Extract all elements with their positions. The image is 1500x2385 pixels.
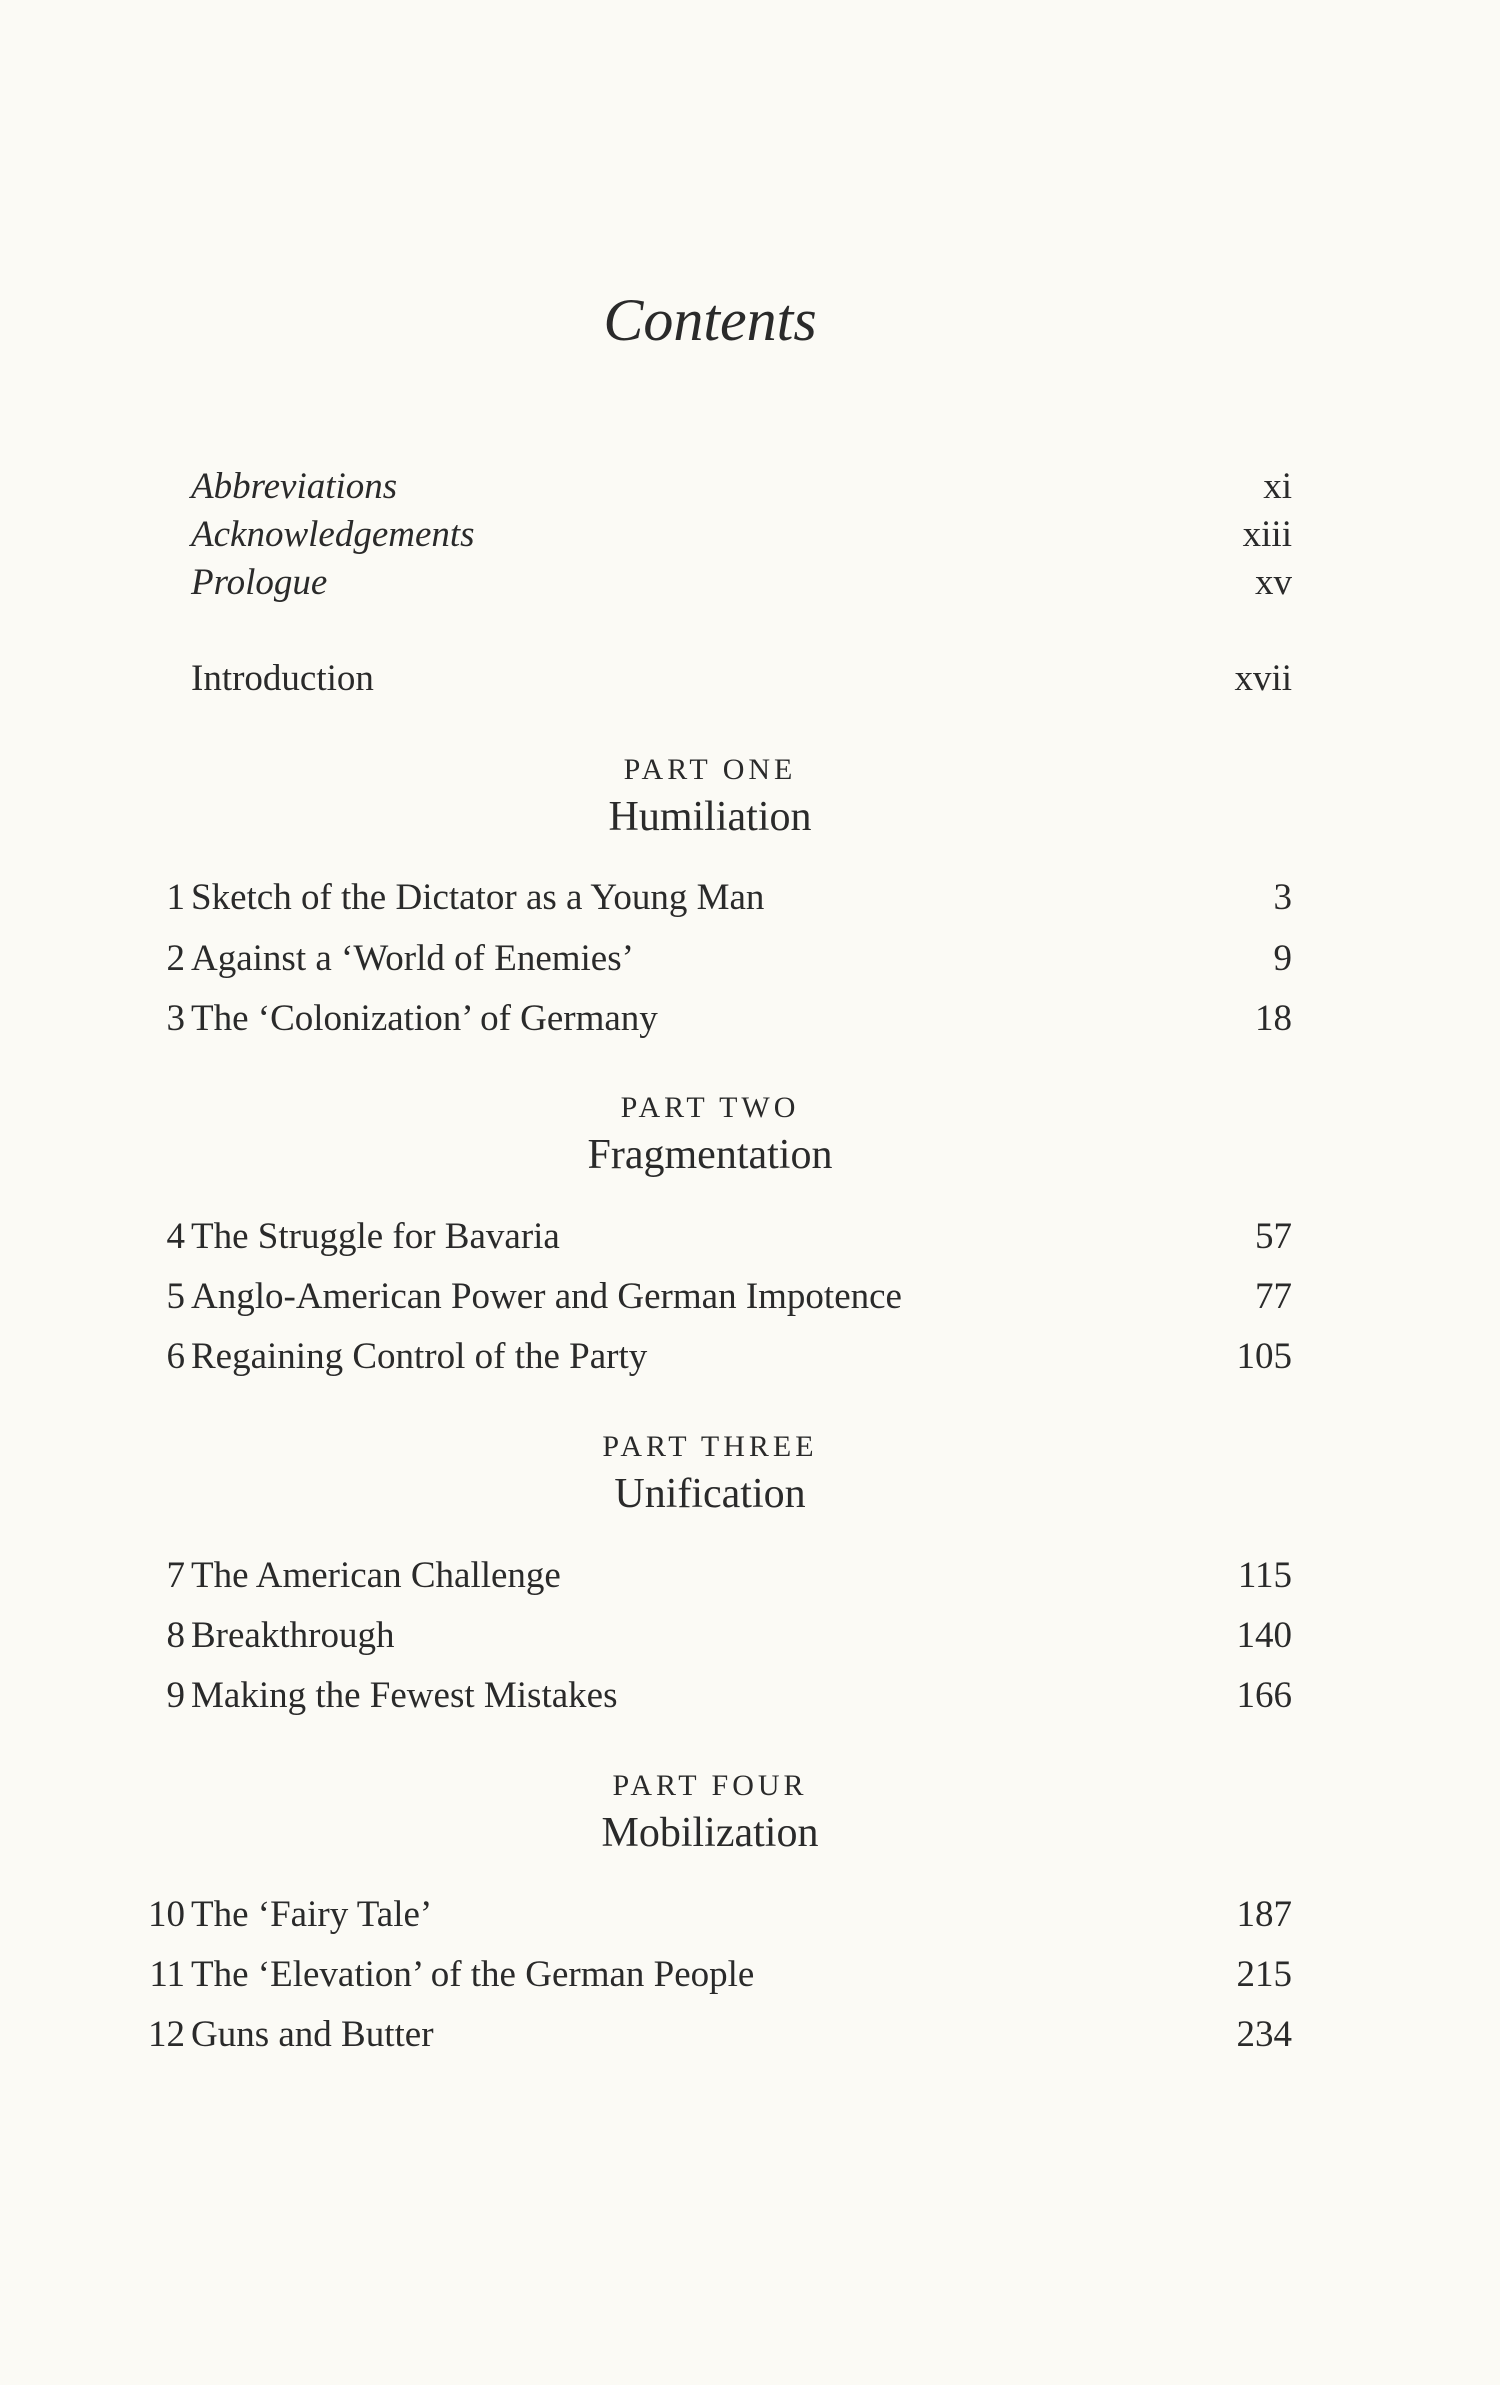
part-four-kicker: PART FOUR (612, 1769, 808, 1802)
chapter-title: The ‘Fairy Tale’ (191, 1894, 433, 1935)
toc-chapter-4[interactable] (0, 1218, 1500, 1262)
chapter-number: 8 (166, 1615, 185, 1656)
toc-chapter-7[interactable] (0, 1557, 1500, 1601)
chapter-page: 215 (1236, 1954, 1292, 1995)
toc-chapter-12[interactable] (0, 2016, 1500, 2060)
toc-entry-page: xiii (1242, 514, 1292, 555)
chapter-number: 2 (166, 938, 185, 979)
chapter-number: 7 (166, 1555, 185, 1596)
chapter-page: 115 (1237, 1555, 1292, 1596)
chapter-number: 11 (149, 1954, 185, 1995)
part-two-title: Fragmentation (587, 1132, 833, 1178)
part-three-kicker: PART THREE (602, 1430, 818, 1463)
chapter-number: 9 (166, 1675, 185, 1716)
chapter-page: 57 (1255, 1216, 1292, 1257)
toc-chapter-5[interactable] (0, 1278, 1500, 1322)
chapter-number: 10 (148, 1894, 185, 1935)
toc-entry-introduction[interactable] (0, 660, 1500, 704)
chapter-title: The ‘Elevation’ of the German People (191, 1954, 755, 1995)
chapter-page: 234 (1236, 2014, 1292, 2055)
toc-entry-prologue[interactable] (0, 564, 1500, 608)
chapter-page: 140 (1236, 1615, 1292, 1656)
chapter-number: 4 (166, 1216, 185, 1257)
part-two-kicker: PART TWO (620, 1091, 800, 1124)
part-one-kicker: PART ONE (623, 753, 797, 786)
chapter-page: 187 (1236, 1894, 1292, 1935)
toc-chapter-10[interactable] (0, 1896, 1500, 1940)
part-three-title: Unification (614, 1471, 806, 1517)
chapter-page: 77 (1255, 1276, 1292, 1317)
chapter-title: The American Challenge (191, 1555, 561, 1596)
toc-entry-page: xi (1263, 466, 1292, 507)
chapter-title: Making the Fewest Mistakes (191, 1675, 618, 1716)
chapter-number: 12 (148, 2014, 185, 2055)
chapter-title: The ‘Colonization’ of Germany (191, 998, 658, 1039)
chapter-title: Breakthrough (191, 1615, 395, 1656)
toc-entry-acknowledgements[interactable] (0, 516, 1500, 560)
chapter-page: 18 (1255, 998, 1292, 1039)
page-title: Contents (603, 287, 817, 353)
chapter-page: 9 (1273, 938, 1292, 979)
toc-chapter-11[interactable] (0, 1956, 1500, 2000)
toc-chapter-6[interactable] (0, 1338, 1500, 1382)
toc-chapter-3[interactable] (0, 1000, 1500, 1044)
toc-chapter-8[interactable] (0, 1617, 1500, 1661)
chapter-page: 105 (1236, 1336, 1292, 1377)
chapter-title: Anglo-American Power and German Impotence (191, 1276, 902, 1317)
toc-entry-abbreviations[interactable] (0, 468, 1500, 512)
toc-entry-label: Introduction (191, 658, 374, 699)
chapter-title: Sketch of the Dictator as a Young Man (191, 877, 765, 918)
toc-entry-label: Acknowledgements (191, 514, 475, 555)
toc-entry-page: xvii (1234, 658, 1292, 699)
toc-entry-label: Prologue (191, 562, 328, 603)
chapter-title: The Struggle for Bavaria (191, 1216, 560, 1257)
chapter-number: 1 (166, 877, 185, 918)
toc-chapter-9[interactable] (0, 1677, 1500, 1721)
chapter-number: 6 (166, 1336, 185, 1377)
toc-entry-page: xv (1255, 562, 1292, 603)
part-four-title: Mobilization (601, 1810, 819, 1856)
toc-chapter-1[interactable] (0, 879, 1500, 923)
chapter-title: Guns and Butter (191, 2014, 434, 2055)
part-one-title: Humiliation (608, 794, 812, 840)
chapter-page: 166 (1236, 1675, 1292, 1716)
chapter-number: 5 (166, 1276, 185, 1317)
chapter-title: Regaining Control of the Party (191, 1336, 648, 1377)
chapter-number: 3 (166, 998, 185, 1039)
chapter-title: Against a ‘World of Enemies’ (191, 938, 634, 979)
toc-chapter-2[interactable] (0, 940, 1500, 984)
toc-entry-label: Abbreviations (191, 466, 398, 507)
chapter-page: 3 (1273, 877, 1292, 918)
